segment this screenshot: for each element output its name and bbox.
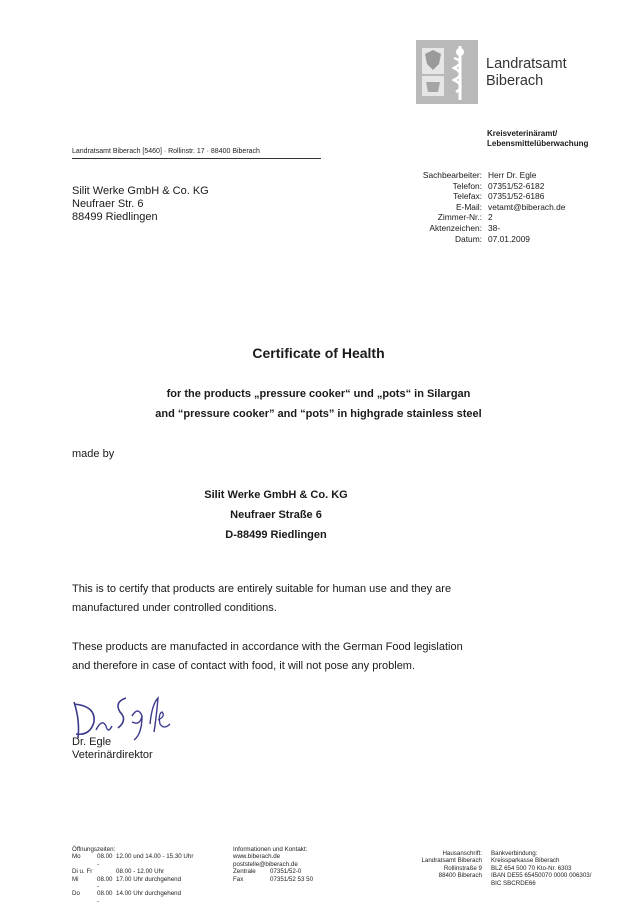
- hours-row: [72, 868, 193, 875]
- info-value: 07351/52-0: [270, 868, 302, 876]
- bank-line: IBAN DE55 65450070 0000 006303/: [491, 872, 592, 880]
- manufacturer-line: Silit Werke GmbH & Co. KG: [204, 489, 348, 501]
- divider: [72, 158, 321, 159]
- contact-row: [400, 212, 565, 223]
- paragraph-line: These products are manufacted in accordance with the German Food legislation: [72, 641, 463, 653]
- authority-name: [486, 56, 567, 90]
- bank-line: Kreissparkasse Biberach: [491, 857, 560, 865]
- info-label: Zentrale: [233, 868, 256, 876]
- address-line: Hausanschrift:: [442, 850, 482, 857]
- email-link[interactable]: vetamt@biberach.de: [488, 201, 566, 212]
- hours-from: 08.00 -: [97, 875, 113, 891]
- opening-hours: [72, 846, 193, 905]
- contact-row: [400, 181, 565, 192]
- department-line1: Kreisveterinäramt/: [487, 129, 558, 138]
- info-label: Fax: [233, 875, 244, 883]
- address-line: Rollinstraße 9: [443, 864, 482, 872]
- hours-day: Mo: [72, 853, 81, 861]
- contact-label: Telefon:: [452, 180, 482, 191]
- address-line: Landratsamt Biberach: [421, 857, 482, 865]
- hours-row: [72, 853, 193, 868]
- info-row: [233, 876, 313, 883]
- hours-day: Mi: [72, 875, 79, 883]
- recipient-address: [72, 185, 209, 224]
- info-title: Informationen und Kontakt:: [233, 846, 308, 853]
- info-row: [233, 868, 313, 875]
- bank-line: BIC SBCRDE66: [491, 879, 536, 887]
- manufacturer-line: D-88499 Riedlingen: [225, 529, 327, 541]
- contact-label: Sachbearbeiter:: [422, 170, 482, 180]
- contact-row: [400, 170, 565, 181]
- contact-row: [400, 191, 565, 202]
- signer-role: Veterinärdirektor: [72, 749, 153, 761]
- website-link[interactable]: www.biberach.de: [233, 853, 281, 861]
- info-value: 07351/52 53 50: [270, 875, 314, 883]
- contact-info: [233, 846, 313, 883]
- contact-label: Aktenzeichen:: [429, 222, 482, 233]
- coat-of-arms-icon: [416, 40, 478, 104]
- contact-value: 38-: [488, 222, 501, 233]
- hours-text: 08.00 - 12.00 Uhr: [116, 868, 165, 876]
- authority-line1: Landratsamt: [486, 56, 567, 72]
- subject-line: for the products „pressure cooker“ und „pots“ in Silargan: [166, 388, 471, 400]
- sender-line: Landratsamt Biberach [5460] · Rollinstr. 17 · 88400 Biberach: [72, 148, 260, 155]
- contact-value: Herr Dr. Egle: [488, 170, 537, 180]
- contact-row: [400, 202, 565, 213]
- paragraph-line: This is to certify that products are entirely suitable for human use and they are: [72, 583, 452, 595]
- contact-value: 2: [488, 212, 493, 223]
- address-line: 88400 Biberach: [438, 872, 482, 880]
- contact-value: 07351/52-6186: [488, 191, 545, 202]
- bank-details: [491, 850, 591, 887]
- subject: [0, 384, 637, 424]
- hours-from: 08.00 -: [97, 890, 113, 905]
- contact-label: Datum:: [455, 233, 482, 244]
- paragraph-line: and therefore in case of contact with food, it will not pose any problem.: [72, 660, 416, 672]
- contact-row: [400, 234, 565, 245]
- hours-text: 17.00 Uhr durchgehend: [116, 875, 182, 883]
- contact-details: [400, 170, 565, 244]
- bank-line: BLZ 654 500 70 Kto-Nr. 6303: [491, 864, 572, 872]
- hours-day: Do: [72, 890, 80, 898]
- signer-name: Dr. Egle: [72, 736, 112, 748]
- contact-value: 07351/52-6182: [488, 180, 545, 191]
- document-title: Certificate of Health: [252, 345, 385, 361]
- email-link[interactable]: poststelle@biberach.de: [233, 860, 298, 868]
- legislation-paragraph: [72, 638, 552, 676]
- department-line2: Lebensmittelüberwachung: [487, 139, 589, 148]
- contact-label: E-Mail:: [455, 201, 482, 212]
- hours-title: Öffnungszeiten:: [72, 846, 116, 853]
- manufacturer-line: Neufraer Straße 6: [230, 509, 322, 521]
- paragraph-line: manufactured under controlled conditions.: [72, 602, 277, 614]
- department: [487, 129, 588, 149]
- hours-from: [97, 868, 116, 875]
- postal-address: [400, 850, 482, 880]
- hours-day: Di u. Fr: [72, 868, 93, 876]
- signer: [72, 736, 153, 762]
- hours-row: [72, 876, 193, 891]
- contact-label: Telefax:: [453, 191, 482, 202]
- authority-line2: Biberach: [486, 73, 544, 89]
- certification-paragraph: [72, 580, 552, 618]
- manufacturer: [0, 485, 552, 545]
- recipient-line: Neufraer Str. 6: [72, 198, 144, 210]
- subject-line: and “pressure cooker” and “pots” in highgrade stainless steel: [155, 408, 482, 420]
- recipient-line: Silit Werke GmbH & Co. KG: [72, 185, 209, 197]
- contact-label: Zimmer-Nr.:: [437, 212, 482, 223]
- contact-row: [400, 223, 565, 234]
- bank-line: Bankverbindung:: [491, 850, 538, 857]
- hours-row: [72, 890, 193, 905]
- hours-text: 14.00 Uhr durchgehend: [116, 890, 182, 898]
- hours-from: 08.00 -: [97, 853, 113, 868]
- recipient-line: 88499 Riedlingen: [72, 211, 158, 223]
- contact-value: 07.01.2009: [488, 233, 530, 244]
- made-by-label: made by: [72, 448, 115, 460]
- hours-text: 12.00 und 14.00 - 15.30 Uhr: [116, 853, 194, 861]
